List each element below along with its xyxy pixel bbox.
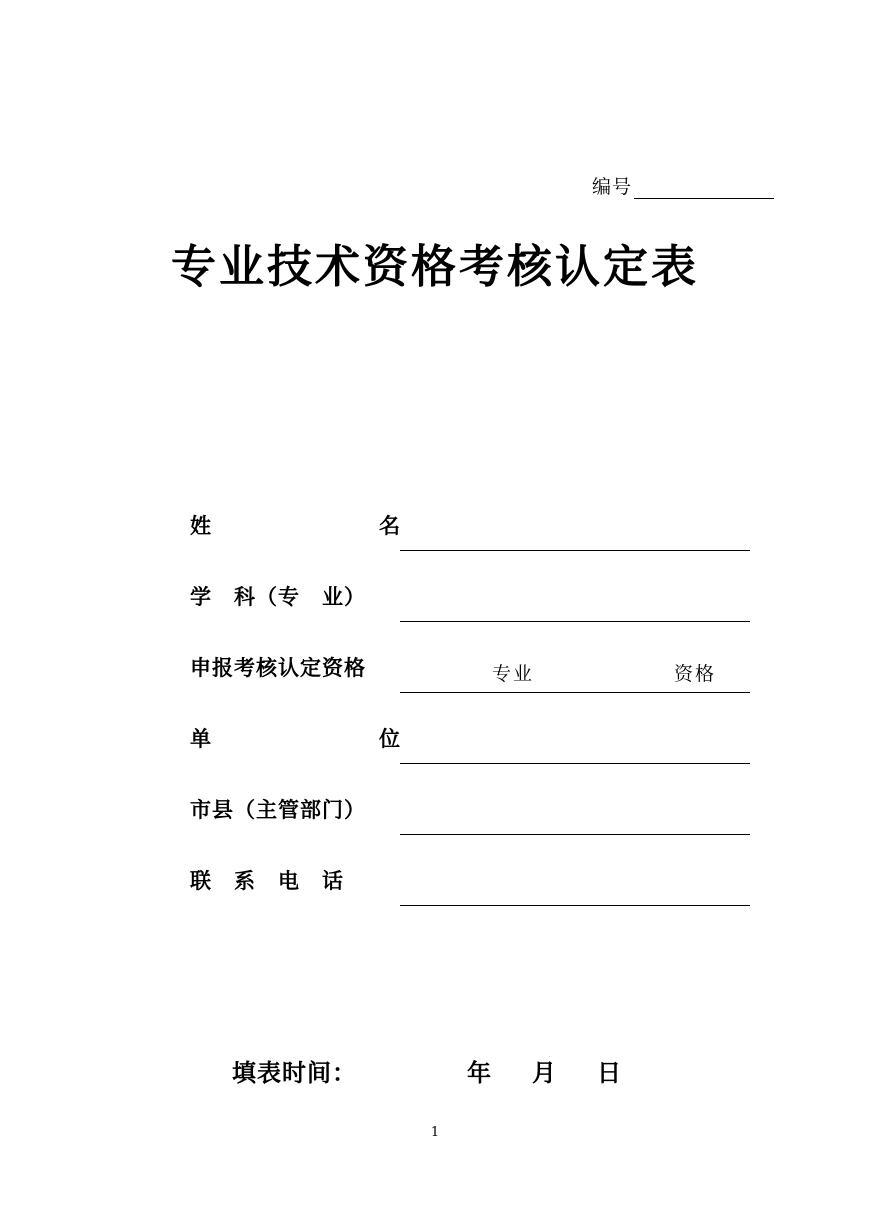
page-title: 专业技术资格考核认定表 [170, 240, 699, 293]
page-number: 1 [430, 1125, 440, 1140]
applied-qualification-hints [400, 659, 750, 686]
fill-date-day-unit[interactable]: 日 [597, 1059, 622, 1087]
field-row-phone [190, 835, 750, 906]
field-label-unit [190, 729, 400, 764]
field-label-name [190, 516, 400, 551]
field-label-name-char-2: 名 [379, 514, 400, 538]
field-label-unit-char-2: 位 [379, 727, 400, 751]
fill-date-month-unit[interactable]: 月 [532, 1059, 557, 1087]
hint-major: 专业 [492, 663, 535, 685]
hint-qualification: 资格 [674, 663, 717, 685]
field-input-applied-qualification[interactable] [400, 648, 750, 693]
field-row-city-county [190, 764, 750, 835]
field-row-name [190, 480, 750, 551]
fill-date-year-unit[interactable]: 年 [467, 1059, 492, 1087]
field-label-city-county: 市县（主管部门） [190, 798, 366, 822]
fill-date-label: 填表时间： [232, 1059, 357, 1087]
field-input-unit[interactable] [400, 719, 750, 764]
field-input-discipline[interactable] [400, 577, 750, 622]
field-label-discipline: 学 科（专 业） [190, 585, 366, 609]
field-list [190, 480, 750, 906]
field-label-unit-char-1: 单 [190, 727, 211, 751]
field-input-phone[interactable] [400, 861, 750, 906]
fill-date-row [232, 1053, 662, 1088]
field-label-phone: 联 系 电 话 [190, 869, 344, 893]
field-row-discipline [190, 551, 750, 622]
serial-number-label: 编号 [591, 176, 632, 198]
field-row-unit [190, 693, 750, 764]
field-input-name[interactable] [400, 506, 750, 551]
field-input-city-county[interactable] [400, 790, 750, 835]
field-row-applied-qualification [190, 622, 750, 693]
serial-number-row [0, 178, 870, 199]
field-label-applied-qualification: 申报考核认定资格 [190, 656, 366, 680]
field-label-name-char-1: 姓 [190, 514, 211, 538]
serial-number-input[interactable] [634, 178, 774, 199]
